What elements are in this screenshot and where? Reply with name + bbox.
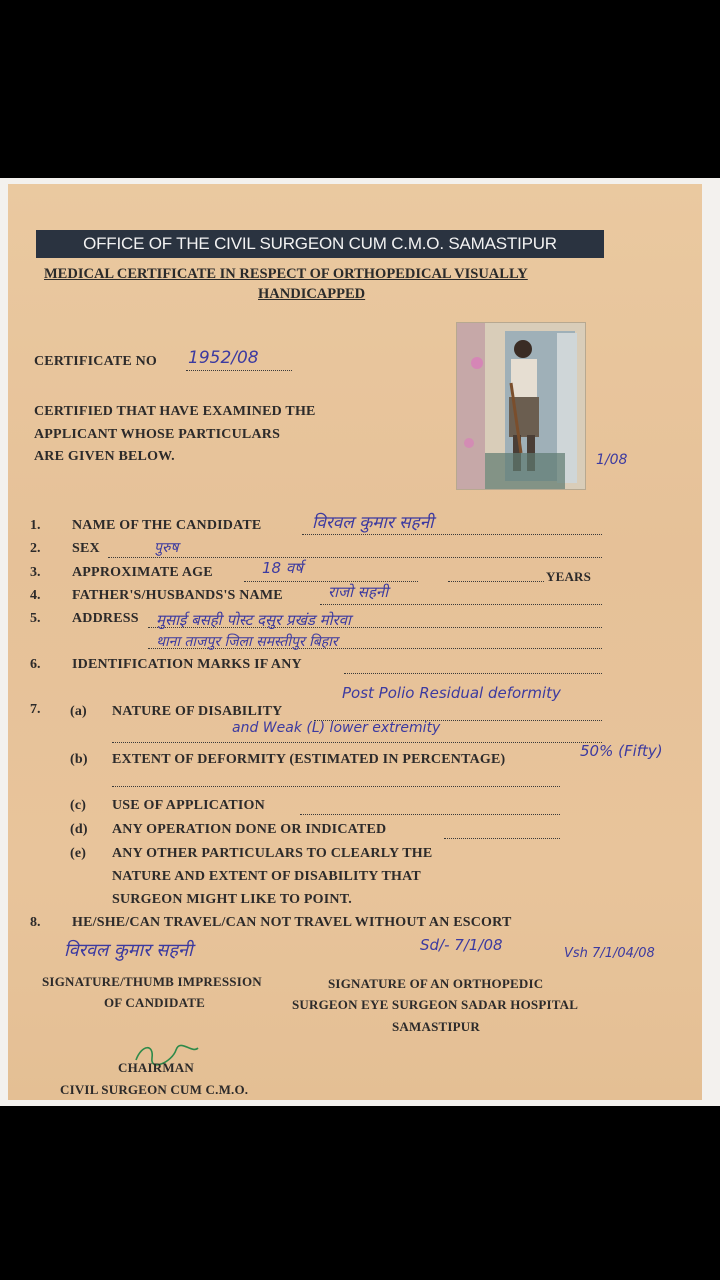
certificate-title-line1: MEDICAL CERTIFICATE IN RESPECT OF ORTHOPEDICAL VISUALLY	[44, 266, 528, 282]
field-7b-label: EXTENT OF DEFORMITY (ESTIMATED IN PERCENTAGE)	[112, 752, 506, 767]
intro-line-3: ARE GIVEN BELOW.	[34, 449, 175, 464]
field-2-number: 2.	[30, 541, 41, 556]
field-1-value: विरवल कुमार सहनी	[312, 513, 434, 533]
field-7e-line-2: NATURE AND EXTENT OF DISABILITY THAT	[112, 869, 421, 884]
certificate-paper	[8, 184, 702, 1100]
field-7e-letter: (e)	[70, 846, 87, 861]
field-7b-letter: (b)	[70, 752, 88, 767]
field-3-suffix: YEARS	[546, 569, 592, 584]
field-3-value: 18 वर्ष	[262, 559, 303, 577]
field-5-value: मुसाई बसही पोस्ट दसुर प्रखंड मोरवा	[156, 611, 351, 629]
dotted-line	[300, 814, 560, 815]
photo-attestation-note: 1/08	[596, 452, 628, 468]
certificate-no-label: CERTIFICATE NO	[34, 354, 158, 369]
field-7c-letter: (c)	[70, 798, 87, 813]
candidate-sig-label-2: OF CANDIDATE	[104, 995, 205, 1010]
candidate-signature: विरवल कुमार सहनी	[64, 940, 193, 961]
orthopedic-signature: Sd/- 7/1/08	[420, 936, 503, 954]
document-scan	[0, 178, 720, 1106]
dotted-line	[448, 581, 544, 582]
dotted-line	[320, 604, 602, 605]
field-6-label: IDENTIFICATION MARKS IF ANY	[72, 657, 302, 672]
field-7e-line-3: SURGEON MIGHT LIKE TO POINT.	[112, 892, 352, 907]
dotted-line	[108, 557, 602, 558]
field-8-number: 8.	[30, 915, 41, 930]
field-3-number: 3.	[30, 565, 41, 580]
field-2-label: SEX	[72, 541, 100, 556]
field-7d-letter: (d)	[70, 822, 88, 837]
applicant-photo	[456, 322, 586, 490]
ortho-sig-label-3: SAMASTIPUR	[392, 1019, 480, 1034]
field-5-number: 5.	[30, 611, 41, 626]
field-4-value: राजो सहनी	[328, 583, 389, 601]
field-6-number: 6.	[30, 657, 41, 672]
field-8-label: HE/SHE/CAN TRAVEL/CAN NOT TRAVEL WITHOUT AN ESCORT	[72, 915, 512, 930]
field-7b-value: 50% (Fifty)	[580, 742, 663, 760]
dotted-line	[112, 786, 560, 787]
dotted-line	[186, 370, 292, 371]
dotted-line	[302, 534, 602, 535]
certificate-title-line2: HANDICAPPED	[258, 286, 366, 302]
field-1-number: 1.	[30, 518, 41, 533]
field-1-label: NAME OF THE CANDIDATE	[72, 518, 262, 533]
field-7a-value: Post Polio Residual deformity	[342, 684, 561, 702]
dotted-line	[344, 673, 602, 674]
field-2-value: पुरुष	[154, 540, 179, 556]
orthopedic-signature-date: Vsh 7/1/04/08	[564, 946, 655, 961]
field-7d-label: ANY OPERATION DONE OR INDICATED	[112, 822, 387, 837]
field-4-number: 4.	[30, 588, 41, 603]
certificate-no-value: 1952/08	[188, 348, 259, 368]
candidate-sig-label-1: SIGNATURE/THUMB IMPRESSION	[42, 974, 262, 989]
field-3-label: APPROXIMATE AGE	[72, 565, 213, 580]
field-7a-letter: (a)	[70, 704, 87, 719]
field-4-label: FATHER'S/HUSBANDS'S NAME	[72, 588, 283, 603]
chairman-label: CHAIRMAN	[118, 1060, 194, 1075]
ortho-sig-label-1: SIGNATURE OF AN ORTHOPEDIC	[328, 976, 544, 991]
field-5-label: ADDRESS	[72, 611, 139, 626]
applicant-photo-image	[457, 323, 585, 489]
dotted-line	[444, 838, 560, 839]
intro-line-1: CERTIFIED THAT HAVE EXAMINED THE	[34, 404, 316, 419]
intro-line-2: APPLICANT WHOSE PARTICULARS	[34, 427, 281, 442]
ortho-sig-label-2: SURGEON EYE SURGEON SADAR HOSPITAL	[292, 997, 579, 1012]
field-7a-value-line2: and Weak (L) lower extremity	[232, 720, 441, 736]
dotted-line	[112, 742, 602, 743]
office-header-bar: OFFICE OF THE CIVIL SURGEON CUM C.M.O. SAMASTIPUR	[36, 230, 604, 258]
field-7e-line-1: ANY OTHER PARTICULARS TO CLEARLY THE	[112, 846, 433, 861]
field-7a-label: NATURE OF DISABILITY	[112, 704, 283, 719]
field-7c-label: USE OF APPLICATION	[112, 798, 265, 813]
civil-surgeon-label: CIVIL SURGEON CUM C.M.O.	[60, 1082, 249, 1097]
field-5-value-line2: थाना ताजपुर जिला समस्तीपुर बिहार	[156, 634, 338, 650]
field-7-number: 7.	[30, 702, 41, 717]
